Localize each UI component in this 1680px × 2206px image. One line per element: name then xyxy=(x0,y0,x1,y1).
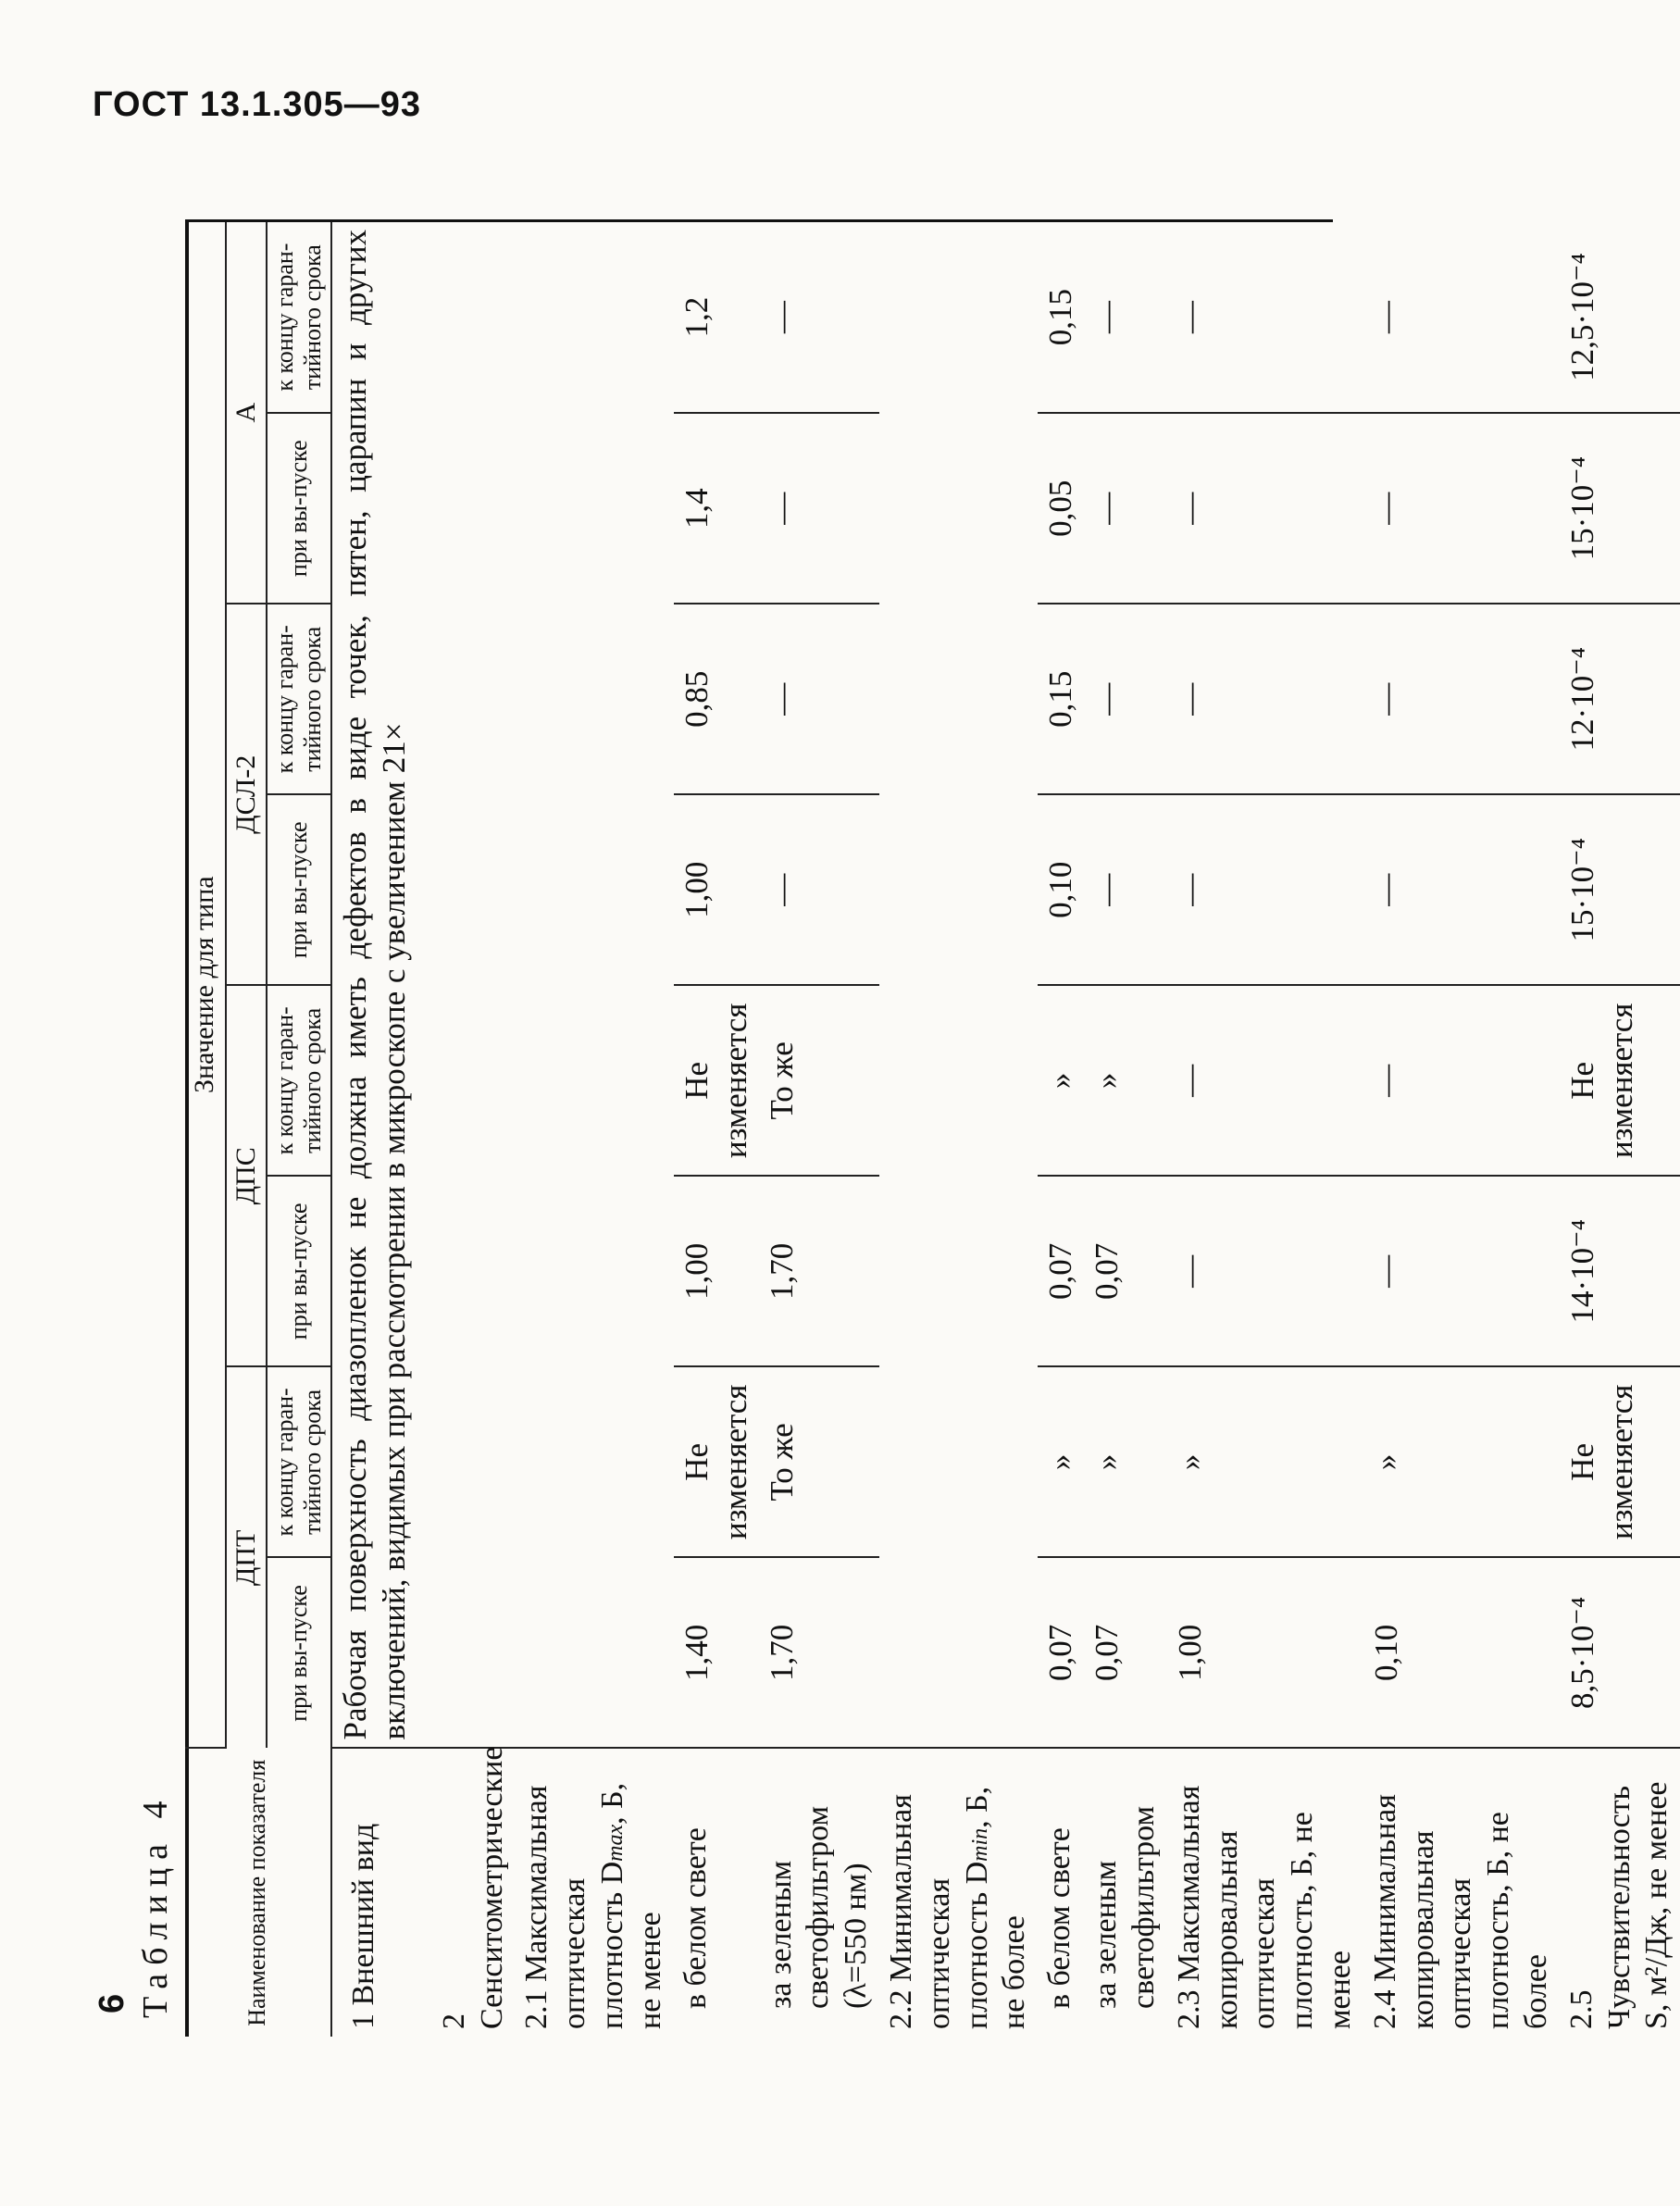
header-type-dps: ДПС xyxy=(226,985,268,1366)
header-release: при вы-пуске xyxy=(267,1176,331,1366)
table-title: Таблица 4 xyxy=(136,1792,175,2018)
header-value-group: Значение для типа xyxy=(185,222,226,1748)
table-4 xyxy=(185,222,1680,2037)
header-release: при вы-пуске xyxy=(267,794,331,985)
row-name: 2.5 Чувствительность S, м²/Дж, не менее xyxy=(1563,1781,1674,2029)
table-row: 2.3 Максимальная копировальная оптическая плотность, Б, не менее 1,00 » — — — — — — xyxy=(1167,222,1363,2037)
page-number: 6 xyxy=(93,1993,131,2013)
header-end: к концу гаран-тийного срока xyxy=(267,222,331,413)
table-row xyxy=(331,222,417,2037)
header-release: при вы-пуске xyxy=(267,1557,331,1748)
table-row: за зеленым светофильтром 0,07 » 0,07 » — — — — xyxy=(1084,222,1167,2037)
row-name: 2.2 Минимальная оптическая плотность Dmin, Б, не более xyxy=(883,1786,1032,2029)
row-name: 2 Сенситометрические xyxy=(436,1746,509,2029)
table-row xyxy=(417,222,516,2037)
header-end: к концу гаран-тийного срока xyxy=(267,604,331,794)
header-end: к концу гаран-тийного срока xyxy=(267,985,331,1176)
row-name: 2.3 Максимальная копировальная оптическая плотность, Б, не менее xyxy=(1171,1785,1357,2029)
row-name: за зеленым светофильтром (λ=550 нм) xyxy=(763,1806,874,2009)
document-header: ГОСТ 13.1.305—93 xyxy=(93,85,422,124)
header-type-dpt: ДПТ xyxy=(226,1366,268,1748)
table-row: за зеленым светофильтром (λ=550 нм) 1,70 То же 1,70 То же — — — — xyxy=(759,222,879,2037)
row-name: за зеленым светофильтром xyxy=(1089,1806,1161,2009)
table-row: 2.4 Минимальная копировальная оптическая плотность, Б, не более 0,10 » — — — — — — xyxy=(1363,222,1560,2037)
merged-cell: Рабочая поверхность диазопленок не должна иметь дефектов в виде точек, пятен, царапин и других включений, видимых при рассмотрении в микроскопе с увеличением 21× xyxy=(331,222,417,1748)
header-row-1 xyxy=(185,222,226,2037)
table-row: в белом свете 1,40 Не изменяется 1,00 Не изменяется 1,00 0,85 1,4 1,2 xyxy=(674,222,759,2037)
table-row: в белом свете 0,07 » 0,07 » 0,10 0,15 0,05 0,15 xyxy=(1038,222,1084,2037)
row-name: 2.4 Минимальная копировальная оптическая плотность, Б, не более xyxy=(1367,1794,1553,2029)
header-type-dsl2: ДСЛ-2 xyxy=(226,604,268,985)
header-release: при вы-пуске xyxy=(267,413,331,604)
header-end: к концу гаран-тийного срока xyxy=(267,1366,331,1557)
table-row xyxy=(879,222,1038,2037)
table-row xyxy=(515,222,673,2037)
rotated-table-block xyxy=(130,204,1674,2037)
header-type-a: А xyxy=(226,222,268,604)
row-name: в белом свете xyxy=(1042,1827,1077,2009)
table-row: 2.5 Чувствительность S, м²/Дж, не менее 8,5·10⁻⁴ Не изменяется 14·10⁻⁴ Не изменяется 15·10⁻⁴ 12·10⁻⁴ 15·10⁻⁴ 12,5·10⁻⁴ xyxy=(1560,222,1680,2037)
row-name: 1 Внешний вид xyxy=(345,1823,380,2029)
table-right-rule xyxy=(185,219,1333,222)
row-name: 2.1 Максимальная оптическая плотность Dmax, Б, не менее xyxy=(519,1782,667,2029)
header-name: Наименование показателя xyxy=(185,1748,331,2037)
row-name: в белом свете xyxy=(678,1827,713,2009)
